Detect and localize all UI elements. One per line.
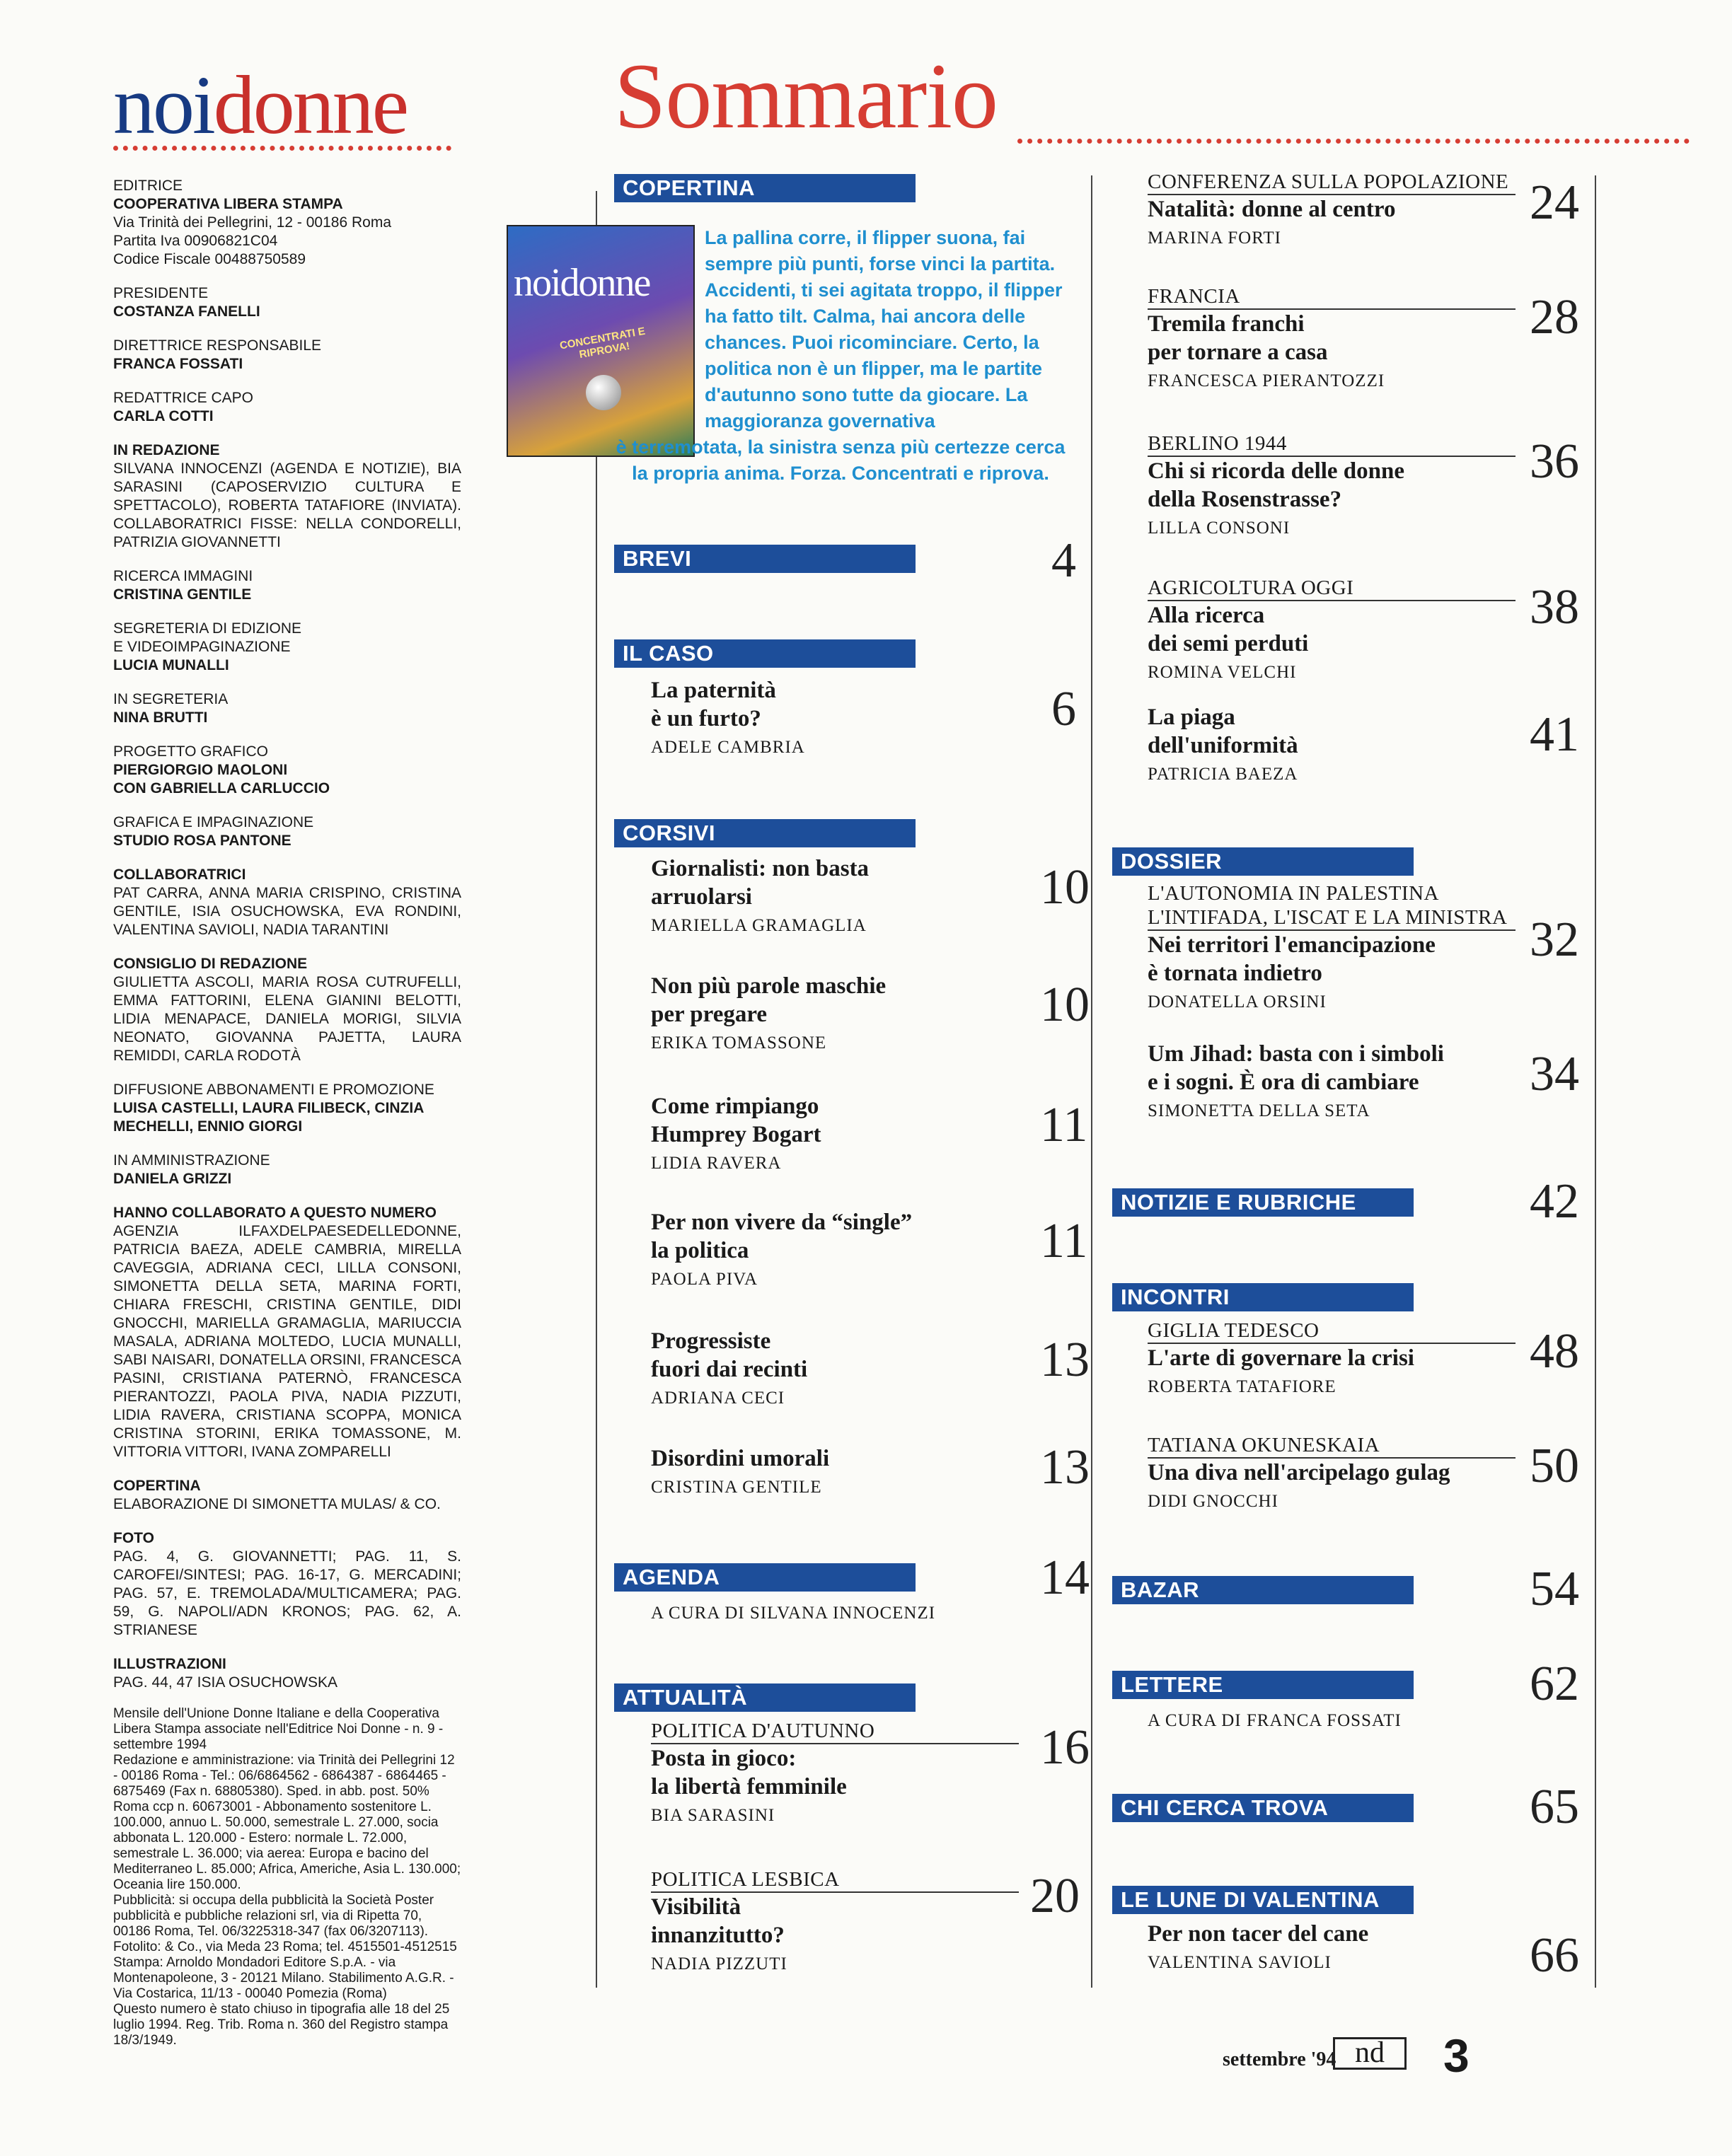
- page-number-ref: 48: [1530, 1324, 1579, 1379]
- toc-entry[interactable]: [651, 1719, 1033, 1828]
- magazine-logo: [113, 59, 408, 151]
- entry-headline[interactable]: Progressiste fuori dai recinti: [651, 1328, 808, 1382]
- masthead-block: [113, 690, 461, 727]
- masthead-detail: PAG. 4, G. GIOVANNETTI; PAG. 11, S. CAROFEI/SINTESI; PAG. 16-17, G. MERCADINI; PAG. 57, E. TREMOLADA/MULTICAMERA; PAG. 59, G. NAPOLI/ADN KRONOS; PAG. 62, A. STRIANESE: [113, 1548, 461, 1638]
- masthead-name: LUISA CASTELLI, LAURA FILIBECK, CINZIA MECHELLI, ENNIO GIORGI: [113, 1100, 424, 1135]
- toc-entry[interactable]: [1148, 1433, 1544, 1514]
- page-number-ref: 28: [1530, 290, 1579, 344]
- section-bar-corsivi[interactable]: CORSIVI: [614, 819, 916, 847]
- section-bar-agenda[interactable]: AGENDA: [614, 1563, 916, 1592]
- section-bar-lettere[interactable]: LETTERE: [1112, 1671, 1414, 1699]
- masthead-name: CRISTINA GENTILE: [113, 586, 252, 603]
- masthead-label: COLLABORATRICI: [113, 867, 246, 883]
- page-number-ref: 20: [1030, 1869, 1080, 1923]
- entry-headline[interactable]: La piaga dell'uniformità: [1148, 705, 1298, 758]
- toc-entry[interactable]: [651, 1444, 1033, 1500]
- section-bar-incontri[interactable]: INCONTRI: [1112, 1283, 1414, 1311]
- entry-author: PATRICIA BAEZA: [1148, 765, 1298, 784]
- toc-entry[interactable]: [651, 1327, 1033, 1410]
- masthead-label: IN REDAZIONE: [113, 442, 220, 458]
- toc-entry[interactable]: [651, 676, 1019, 760]
- page-number-ref: 34: [1530, 1047, 1579, 1101]
- footer-date: settembre '94: [1223, 2048, 1336, 2070]
- entry-headline[interactable]: La paternità è un furto?: [651, 678, 776, 731]
- masthead-block: [113, 389, 461, 426]
- masthead-block: [113, 441, 461, 552]
- page-number-ref: 10: [1040, 978, 1090, 1032]
- page-number-ref: 62: [1530, 1657, 1579, 1711]
- cover-logo: noidonne: [514, 261, 650, 305]
- masthead-label: PRESIDENTE: [113, 285, 209, 301]
- masthead-name: NINA BRUTTI: [113, 709, 208, 726]
- toc-entry[interactable]: [1148, 431, 1544, 540]
- masthead-detail: SILVANA INNOCENZI (AGENDA E NOTIZIE), BIA SARASINI (CAPOSERVIZIO CULTURA E SPETTACOLO), ROBERTA TATAFIORE (INVIATA). COLLABORATRICI FISSE: NELLA CONDORELLI, PATRIZIA GIOVANNETTI: [113, 460, 461, 550]
- masthead-label: DIFFUSIONE ABBONAMENTI E PROMOZIONE: [113, 1082, 434, 1098]
- page-number-ref: 11: [1040, 1098, 1088, 1152]
- entry-kicker: POLITICA LESBICA: [651, 1867, 1019, 1893]
- entry-headline[interactable]: Come rimpiango Humprey Bogart: [651, 1094, 821, 1147]
- toc-entry[interactable]: [651, 1867, 1033, 1976]
- masthead-block: [113, 1081, 461, 1136]
- logo-dotted-rule: [113, 146, 451, 151]
- section-bar-notizie-e-rubriche[interactable]: NOTIZIE E RUBRICHE: [1112, 1188, 1414, 1217]
- masthead-block: [113, 813, 461, 850]
- page-number: 3: [1443, 2029, 1470, 2082]
- title-dotted-rule: [1017, 139, 1690, 144]
- masthead-label: ILLUSTRAZIONI: [113, 1656, 226, 1672]
- page-number-ref: 42: [1530, 1174, 1579, 1229]
- masthead-label: IN SEGRETERIA: [113, 691, 229, 707]
- entry-author: PAOLA PIVA: [651, 1270, 758, 1289]
- masthead-detail: GIULIETTA ASCOLI, MARIA ROSA CUTRUFELLI, EMMA FATTORINI, ELENA GIANINI BELOTTI, LIDIA MENAPACE, DANIELA MORIGI, SILVIA NEONATO, GIOVANNA PAJETTA, LAURA REMIDDI, CARLA RODOTÀ: [113, 974, 461, 1064]
- section-bar-attualita[interactable]: ATTUALITÀ: [614, 1683, 916, 1712]
- masthead-block: [113, 620, 461, 675]
- entry-author: ADELE CAMBRIA: [651, 738, 805, 757]
- entry-headline[interactable]: Visibilità innanzitutto?: [651, 1894, 785, 1948]
- entry-headline[interactable]: Disordini umorali: [651, 1446, 830, 1471]
- entry-headline[interactable]: Posta in gioco: la libertà femminile: [651, 1746, 847, 1799]
- entry-headline[interactable]: L'arte di governare la crisi: [1148, 1345, 1414, 1371]
- column-rule-right: [1595, 175, 1596, 1988]
- masthead-label: CONSIGLIO DI REDAZIONE: [113, 956, 308, 972]
- section-bar-brevi[interactable]: BREVI: [614, 545, 916, 573]
- masthead-fine-print: Mensile dell'Unione Donne Italiane e della Cooperativa Libera Stampa associate nell'Editrice Noi Donne - n. 9 - settembre 1994 Redazione e amministrazione: via Trinità dei Pellegrini 12 - 00186 Roma - Tel.: 06/6864562 - 6864387 - 6864465 - 6875469 (Fax n. 68805380). Sped. in abb. post. 50% Roma ccp n. 60673001 - Abbonamento sostenitore L. 100.000, annuo L. 50.000, semestrale L. 27.000, socia abbonata L. 120.000 - Estero: normale L. 72.000, semestrale L. 36.000; via aerea: Europa e bacino del Mediterraneo L. 85.000; Africa, Americhe, Asia L. 130.000; Oceania lire 150.000. Pubblicità: si occupa della pubblicità la Società Poster pubblicità e pubbliche relazioni srl, via di Ripetta 70, 00186 Roma, Tel. 06/3225318-347 (fax 06/3207113). Fotolito: & Co., via Meda 23 Roma; tel. 4515501-4512515 Stampa: Arnoldo Mondadori Editore S.p.A. - via Montenapoleone, 3 - 20121 Milano. Stabilimento A.G.R. - Via Costarica, 11/13 - 00040 Pomezia (Roma) Questo numero è stato chiuso in tipografia alle 18 del 25 luglio 1994. Reg. Trib. Roma n. 360 del Registro stampa 18/3/1949.: [113, 1706, 461, 2048]
- page-number-ref: 16: [1040, 1720, 1090, 1775]
- entry-author: ROMINA VELCHI: [1148, 663, 1297, 682]
- cover-intro-text-continued: è terremotata, la sinistra senza più certezze cerca la propria anima. Forza. Concentrati e riprova.: [616, 436, 1066, 484]
- entry-author: LILLA CONSONI: [1148, 518, 1291, 538]
- masthead-block: [113, 337, 461, 373]
- masthead-label: REDATTRICE CAPO: [113, 390, 253, 406]
- toc-entry[interactable]: [1148, 576, 1544, 685]
- cover-intro-text: La pallina corre, il flipper suona, fai sempre più punti, forse vinci la partita. Accidenti, ti sei agitata troppo, il flipper ha fatto tilt. Calma, hai ancora delle chances. Puoi ricominciare. Certo, la politica non è un flipper, ma le partite d'autunno sono tutte da giocare. La maggioranza governativa: [705, 227, 1063, 431]
- toc-entry[interactable]: [651, 1208, 1033, 1292]
- page-number-ref: 10: [1040, 860, 1090, 915]
- logo-donne: donne: [213, 59, 408, 151]
- entry-kicker: POLITICA D'AUTUNNO: [651, 1719, 1019, 1744]
- masthead-detail: PAG. 44, 47 ISIA OSUCHOWSKA: [113, 1674, 338, 1691]
- logo-noi: noi: [113, 59, 214, 151]
- masthead-name: COOPERATIVA LIBERA STAMPA: [113, 196, 343, 212]
- entry-author: BIA SARASINI: [651, 1806, 775, 1825]
- page-number-ref: 65: [1530, 1780, 1579, 1834]
- entry-kicker: AGRICOLTURA OGGI: [1148, 576, 1516, 601]
- masthead-name: DANIELA GRIZZI: [113, 1171, 232, 1187]
- entry-author: MARIELLA GRAMAGLIA: [651, 916, 867, 935]
- entry-author: FRANCESCA PIERANTOZZI: [1148, 371, 1385, 390]
- masthead-block: [113, 866, 461, 939]
- pinball-ball-icon: [586, 375, 621, 410]
- entry-kicker: BERLINO 1944: [1148, 431, 1516, 457]
- toc-entry[interactable]: [1148, 170, 1544, 250]
- entry-kicker: CONFERENZA SULLA POPOLAZIONE: [1148, 170, 1516, 195]
- entry-headline[interactable]: Alla ricerca dei semi perduti: [1148, 603, 1309, 656]
- entry-author: VALENTINA SAVIOLI: [1148, 1953, 1332, 1972]
- section-bar-copertina[interactable]: COPERTINA: [614, 174, 916, 202]
- masthead-block: [113, 1152, 461, 1188]
- masthead-block: [113, 955, 461, 1065]
- toc-entry[interactable]: [1148, 284, 1544, 393]
- masthead-block: [113, 1204, 461, 1461]
- masthead-block: [113, 567, 461, 604]
- page-number-ref: 6: [1051, 682, 1076, 736]
- page-number-ref: 38: [1530, 580, 1579, 634]
- page-number-ref: 32: [1530, 912, 1579, 967]
- cover-image[interactable]: [507, 225, 695, 457]
- column-rule-left: [596, 191, 597, 1988]
- masthead-detail: ELABORAZIONE DI SIMONETTA MULAS/ & CO.: [113, 1496, 441, 1512]
- page-number-ref: 13: [1040, 1333, 1090, 1387]
- cover-headline: CONCENTRATI E RIPROVA!: [558, 325, 647, 361]
- masthead-name: PIERGIORGIO MAOLONI CON GABRIELLA CARLUCCIO: [113, 762, 330, 796]
- masthead-block: [113, 177, 461, 269]
- entry-headline[interactable]: Um Jihad: basta con i simboli e i sogni. È ora di cambiare: [1148, 1041, 1444, 1095]
- masthead-label: IN AMMINISTRAZIONE: [113, 1152, 270, 1169]
- masthead-name: STUDIO ROSA PANTONE: [113, 833, 291, 849]
- entry-headline[interactable]: Non più parole maschie per pregare: [651, 973, 887, 1027]
- entry-author: ADRIANA CECI: [651, 1389, 785, 1408]
- page-number-ref: 36: [1530, 434, 1579, 489]
- lettere-credit: A CURA DI FRANCA FOSSATI: [1148, 1711, 1402, 1730]
- page-number-ref: 66: [1530, 1928, 1579, 1983]
- section-bar-il-caso[interactable]: IL CASO: [614, 639, 916, 668]
- masthead-block: [113, 284, 461, 321]
- entry-headline[interactable]: Una diva nell'arcipelago gulag: [1148, 1460, 1450, 1485]
- toc-entry[interactable]: [651, 972, 1033, 1055]
- masthead-block: [113, 1655, 461, 1692]
- page-number-ref: 50: [1530, 1439, 1579, 1493]
- section-bar-bazar[interactable]: BAZAR: [1112, 1576, 1414, 1604]
- masthead-label: FOTO: [113, 1530, 154, 1546]
- entry-author: DONATELLA ORSINI: [1148, 992, 1327, 1012]
- entry-author: MARINA FORTI: [1148, 228, 1281, 248]
- section-bar-chi-cerca-trova[interactable]: CHI CERCA TROVA: [1112, 1794, 1414, 1822]
- page-number-ref: 11: [1040, 1214, 1088, 1268]
- page-number-ref: 14: [1040, 1551, 1090, 1605]
- toc-entry[interactable]: [1148, 1318, 1544, 1399]
- toc-entry[interactable]: [651, 1092, 1033, 1176]
- entry-kicker: GIGLIA TEDESCO: [1148, 1318, 1516, 1344]
- masthead-label: PROGETTO GRAFICO: [113, 743, 268, 760]
- masthead-label: COPERTINA: [113, 1478, 201, 1494]
- entry-kicker: FRANCIA: [1148, 284, 1516, 310]
- masthead-name: COSTANZA FANELLI: [113, 303, 260, 320]
- entry-headline[interactable]: Per non vivere da “single” la politica: [651, 1210, 913, 1263]
- masthead-detail: Via Trinità dei Pellegrini, 12 - 00186 Roma Partita Iva 00906821C04 Codice Fiscale 00488750589: [113, 214, 392, 267]
- entry-author: DIDI GNOCCHI: [1148, 1492, 1278, 1511]
- toc-entry[interactable]: [1148, 881, 1544, 1014]
- page-number-ref: 54: [1530, 1562, 1579, 1616]
- entry-author: ERIKA TOMASSONE: [651, 1033, 827, 1053]
- entry-kicker: L'AUTONOMIA IN PALESTINA L'INTIFADA, L'ISCAT E LA MINISTRA: [1148, 881, 1516, 931]
- masthead-name: LUCIA MUNALLI: [113, 657, 229, 673]
- agenda-credit: A CURA DI SILVANA INNOCENZI: [651, 1604, 936, 1623]
- toc-entry[interactable]: [1148, 1040, 1544, 1123]
- toc-entry[interactable]: [1148, 703, 1544, 787]
- page-number-ref: 13: [1040, 1440, 1090, 1495]
- footer-logo: nd: [1333, 2037, 1407, 2070]
- masthead-label: RICERCA IMMAGINI: [113, 568, 253, 584]
- page-number-ref: 24: [1530, 175, 1579, 230]
- masthead-name: CARLA COTTI: [113, 408, 214, 424]
- entry-author: NADIA PIZZUTI: [651, 1954, 787, 1974]
- entry-author: CRISTINA GENTILE: [651, 1478, 822, 1497]
- masthead-label: DIRETTRICE RESPONSABILE: [113, 337, 322, 354]
- masthead-detail: AGENZIA ILFAXDELPAESEDELLEDONNE, PATRICIA BAEZA, ADELE CAMBRIA, MIRELLA CAVEGGIA, ADRIANA CECI, LILLA CONSONI, SIMONETTA DELLA SETA, MARINA FORTI, CHIARA FRESCHI, CRISTINA GENTILE, DIDI GNOCCHI, MARIELLA GRAMAGLIA, MARIUCCIA MASALA, ADRIANA MOLTEDO, LUCIA MUNALLI, SABI NAISARI, DONATELLA ORSINI, FRANCESCA PASINI, CRISTIANA PATERNÒ, FRANCESCA PIERANTOZZI, PAOLA PIVA, NADIA PIZZUTI, LIDIA RAVERA, CRISTIANA SCOPPA, MONICA CRISTINA STORINI, ERIKA TOMASSONE, M. VITTORIA VITTORI, IVANA ZOMPARELLI: [113, 1223, 461, 1460]
- entry-headline[interactable]: Per non tacer del cane: [1148, 1921, 1369, 1947]
- masthead-column: [113, 177, 461, 2048]
- entry-author: LIDIA RAVERA: [651, 1154, 782, 1173]
- toc-entry[interactable]: [651, 854, 1033, 938]
- masthead-block: [113, 743, 461, 798]
- masthead-block: [113, 1529, 461, 1640]
- entry-headline[interactable]: Giornalisti: non basta arruolarsi: [651, 856, 870, 910]
- page-number-ref: 4: [1051, 533, 1076, 588]
- section-bar-dossier[interactable]: DOSSIER: [1112, 847, 1414, 876]
- masthead-label: EDITRICE: [113, 178, 183, 194]
- section-bar-le-lune-di-valentina[interactable]: LE LUNE DI VALENTINA: [1112, 1886, 1414, 1914]
- masthead-label: HANNO COLLABORATO A QUESTO NUMERO: [113, 1205, 437, 1221]
- toc-entry[interactable]: [1148, 1920, 1544, 1975]
- page-number-ref: 41: [1530, 707, 1579, 762]
- masthead-name: FRANCA FOSSATI: [113, 356, 243, 372]
- entry-kicker: TATIANA OKUNESKAIA: [1148, 1433, 1516, 1459]
- page-title: Sommario: [614, 44, 998, 148]
- entry-headline[interactable]: Tremila franchi per tornare a casa: [1148, 311, 1328, 365]
- entry-headline[interactable]: Chi si ricorda delle donne della Rosenstrasse?: [1148, 458, 1405, 512]
- entry-headline[interactable]: Natalità: donne al centro: [1148, 197, 1396, 222]
- column-rule-middle: [1091, 175, 1092, 1988]
- masthead-detail: PAT CARRA, ANNA MARIA CRISPINO, CRISTINA GENTILE, ISIA OSUCHOWSKA, EVA RONDINI, VALENTINA SAVIOLI, NADIA TARANTINI: [113, 885, 461, 938]
- masthead-label: SEGRETERIA DI EDIZIONE E VIDEOIMPAGINAZIONE: [113, 620, 302, 655]
- entry-author: SIMONETTA DELLA SETA: [1148, 1101, 1370, 1120]
- masthead-label: GRAFICA E IMPAGINAZIONE: [113, 814, 314, 830]
- entry-author: ROBERTA TATAFIORE: [1148, 1377, 1336, 1396]
- entry-headline[interactable]: Nei territori l'emancipazione è tornata indietro: [1148, 932, 1436, 986]
- masthead-block: [113, 1477, 461, 1514]
